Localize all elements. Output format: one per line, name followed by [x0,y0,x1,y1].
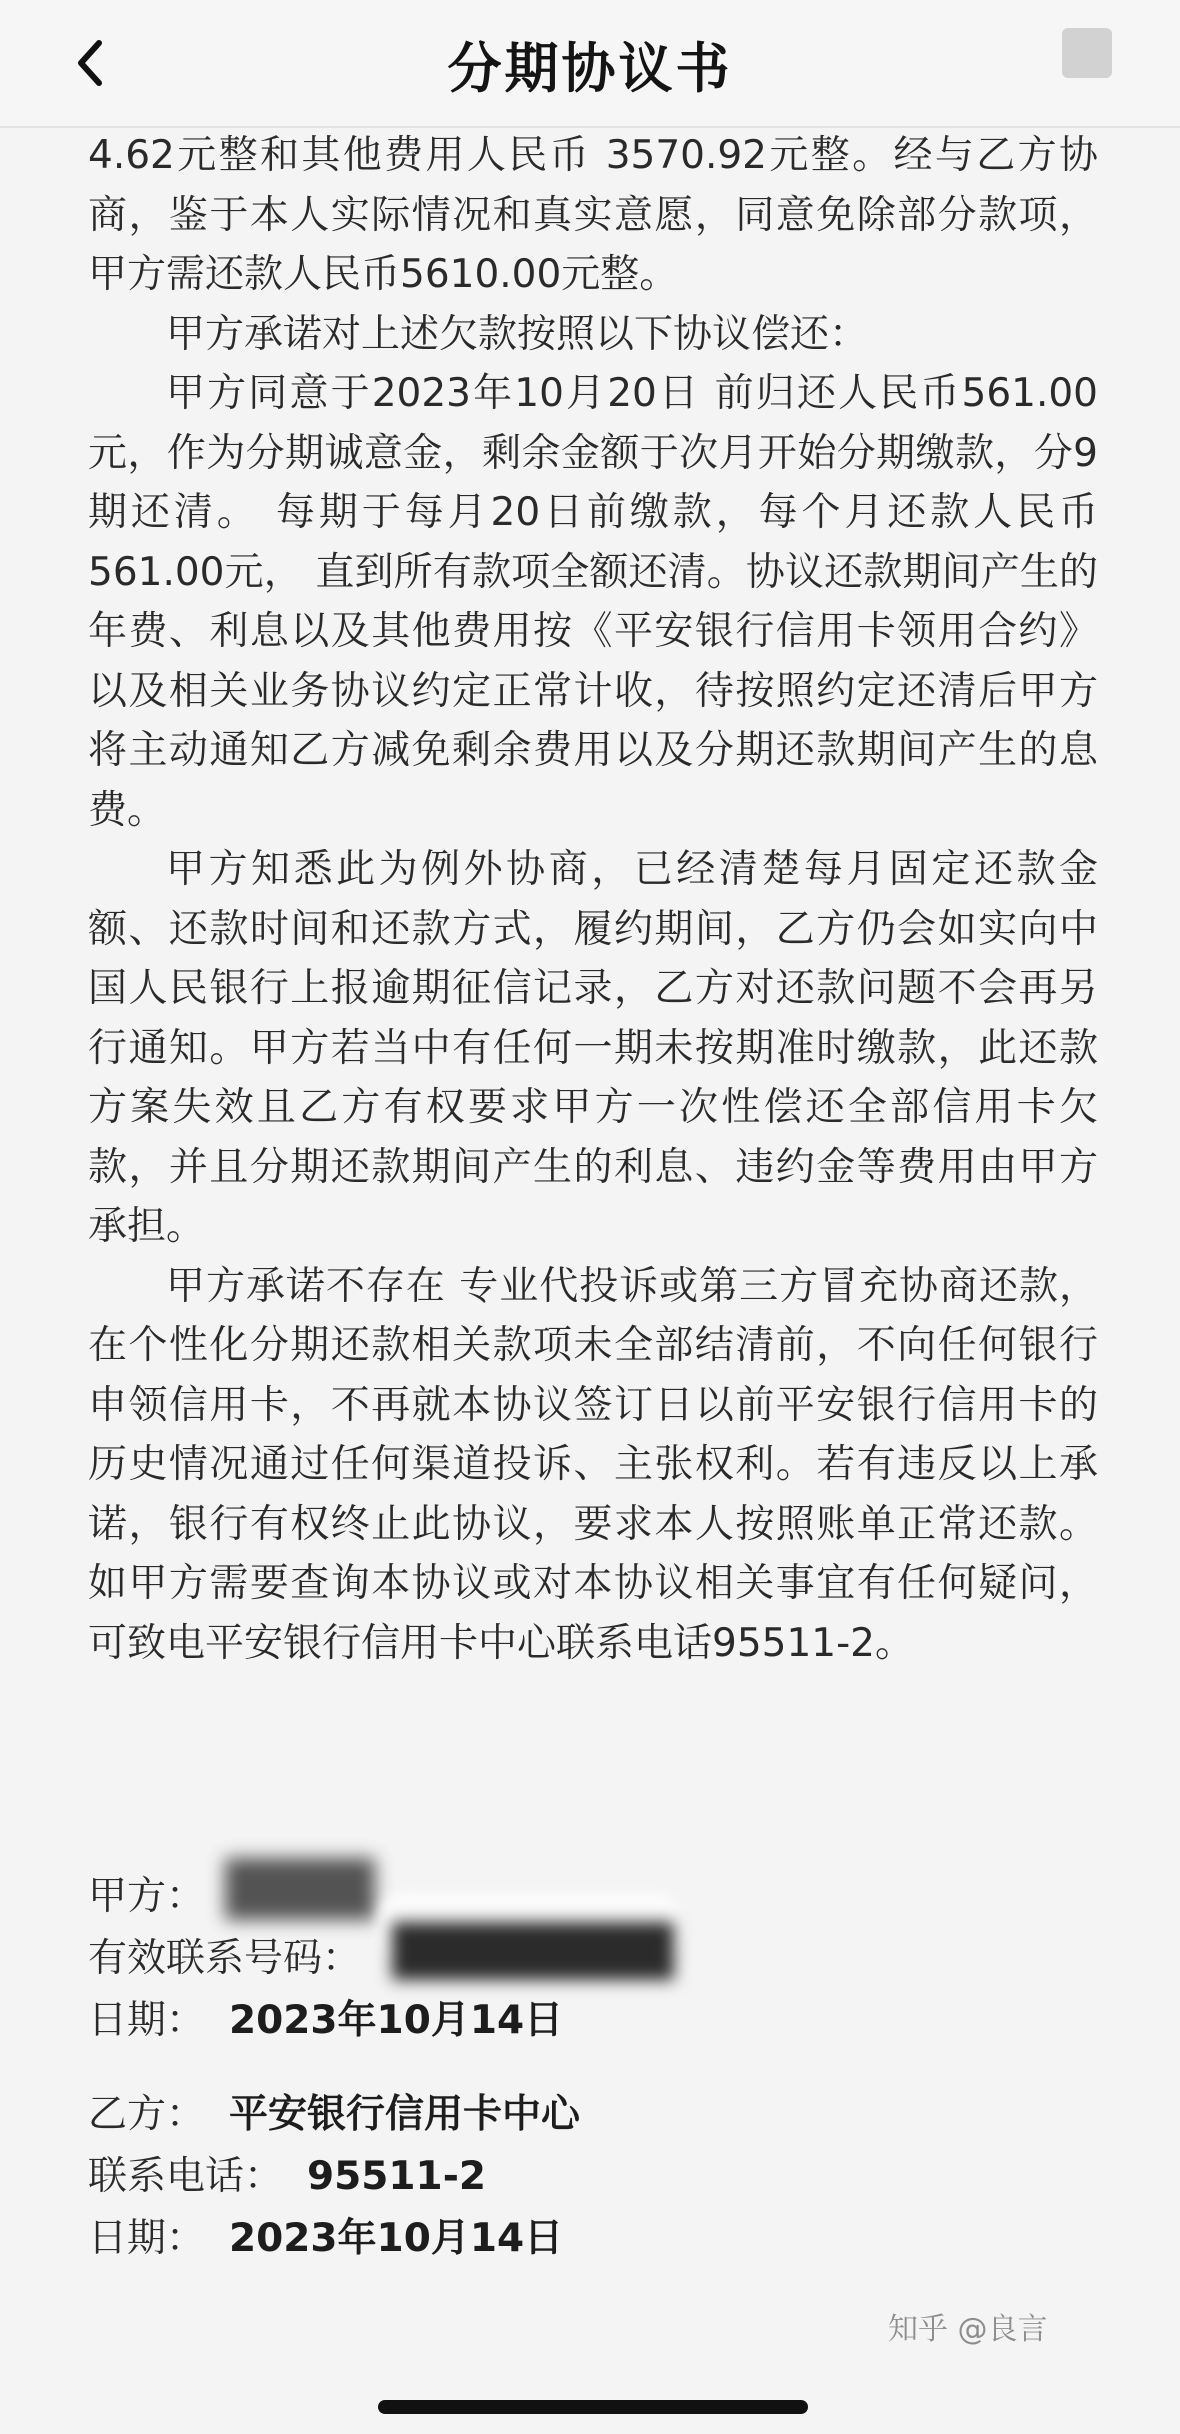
zhihu-watermark: 知乎 @良言 [888,2312,1048,2347]
party-b-name: 平安银行信用卡中心 [229,2092,581,2137]
redacted-name [225,1858,375,1920]
paragraph-1: 4.62元整和其他费用人民币 3570.92元整。经与乙方协商，鉴于本人实际情况和真实意愿，同意免除部分款项，甲方需还款人民币5610.00元整。 [88,133,1098,297]
party-a-date: 2023年10月14日 [229,1998,564,2043]
party-b-date-label: 日期： [88,2216,206,2261]
party-b-phone: 95511-2 [307,2154,487,2199]
party-b-section [88,2084,988,2270]
home-indicator[interactable] [378,2400,808,2414]
party-a-label: 甲方： [88,1874,206,1919]
paragraph-5: 甲方承诺不存在 专业代投诉或第三方冒充协商还款，在个性化分期还款相关款项未全部结清前，不向任何银行申领信用卡，不再就本协议签订日以前平安银行信用卡的历史情况通过任何渠道投诉、主张权利。若有违反以上承诺，银行有权终止此协议，要求本人按照账单正常还款。如甲方需要查询本协议或对本协议相关事宜有任何疑问，可致电平安银行信用卡中心联系电话95511-2。 [88,1263,1098,1666]
party-b-phone-label: 联系电话： [88,2154,284,2199]
paragraph-2: 甲方承诺对上述欠款按照以下协议偿还： [166,311,869,357]
party-a-date-label: 日期： [88,1998,206,2043]
navigation-bar [0,0,1180,128]
party-b-label: 乙方： [88,2092,206,2137]
corner-placeholder-icon[interactable] [1062,28,1112,78]
paragraph-3: 甲方同意于2023年10月20日 前归还人民币561.00元，作为分期诚意金，剩余金额于次月开始分期缴款，分9期还清。 每期于每月20日前缴款，每个月还款人民币561.00元， 直到所有款项全额还清。协议还款期间产生的年费、利息以及其他费用按《平安银行信用卡领用合约》以及相关业务协议约定正常计收，待按照约定还清后甲方将主动通知乙方减免剩余费用以及分期还款期间产生的息费。 [88,371,1098,833]
agreement-body [88,126,1098,1673]
page-title: 分期协议书 [447,37,733,100]
redacted-phone [392,1922,674,1980]
party-b-date: 2023年10月14日 [229,2216,564,2261]
party-a-phone-label: 有效联系号码： [88,1936,362,1981]
paragraph-4: 甲方知悉此为例外协商，已经清楚每月固定还款金额、还款时间和还款方式，履约期间，乙方仍会如实向中国人民银行上报逾期征信记录，乙方对还款问题不会再另行通知。甲方若当中有任何一期未按期准时缴款，此还款方案失效且乙方有权要求甲方一次性偿还全部信用卡欠款，并且分期还款期间产生的利息、违约金等费用由甲方承担。 [88,847,1098,1249]
